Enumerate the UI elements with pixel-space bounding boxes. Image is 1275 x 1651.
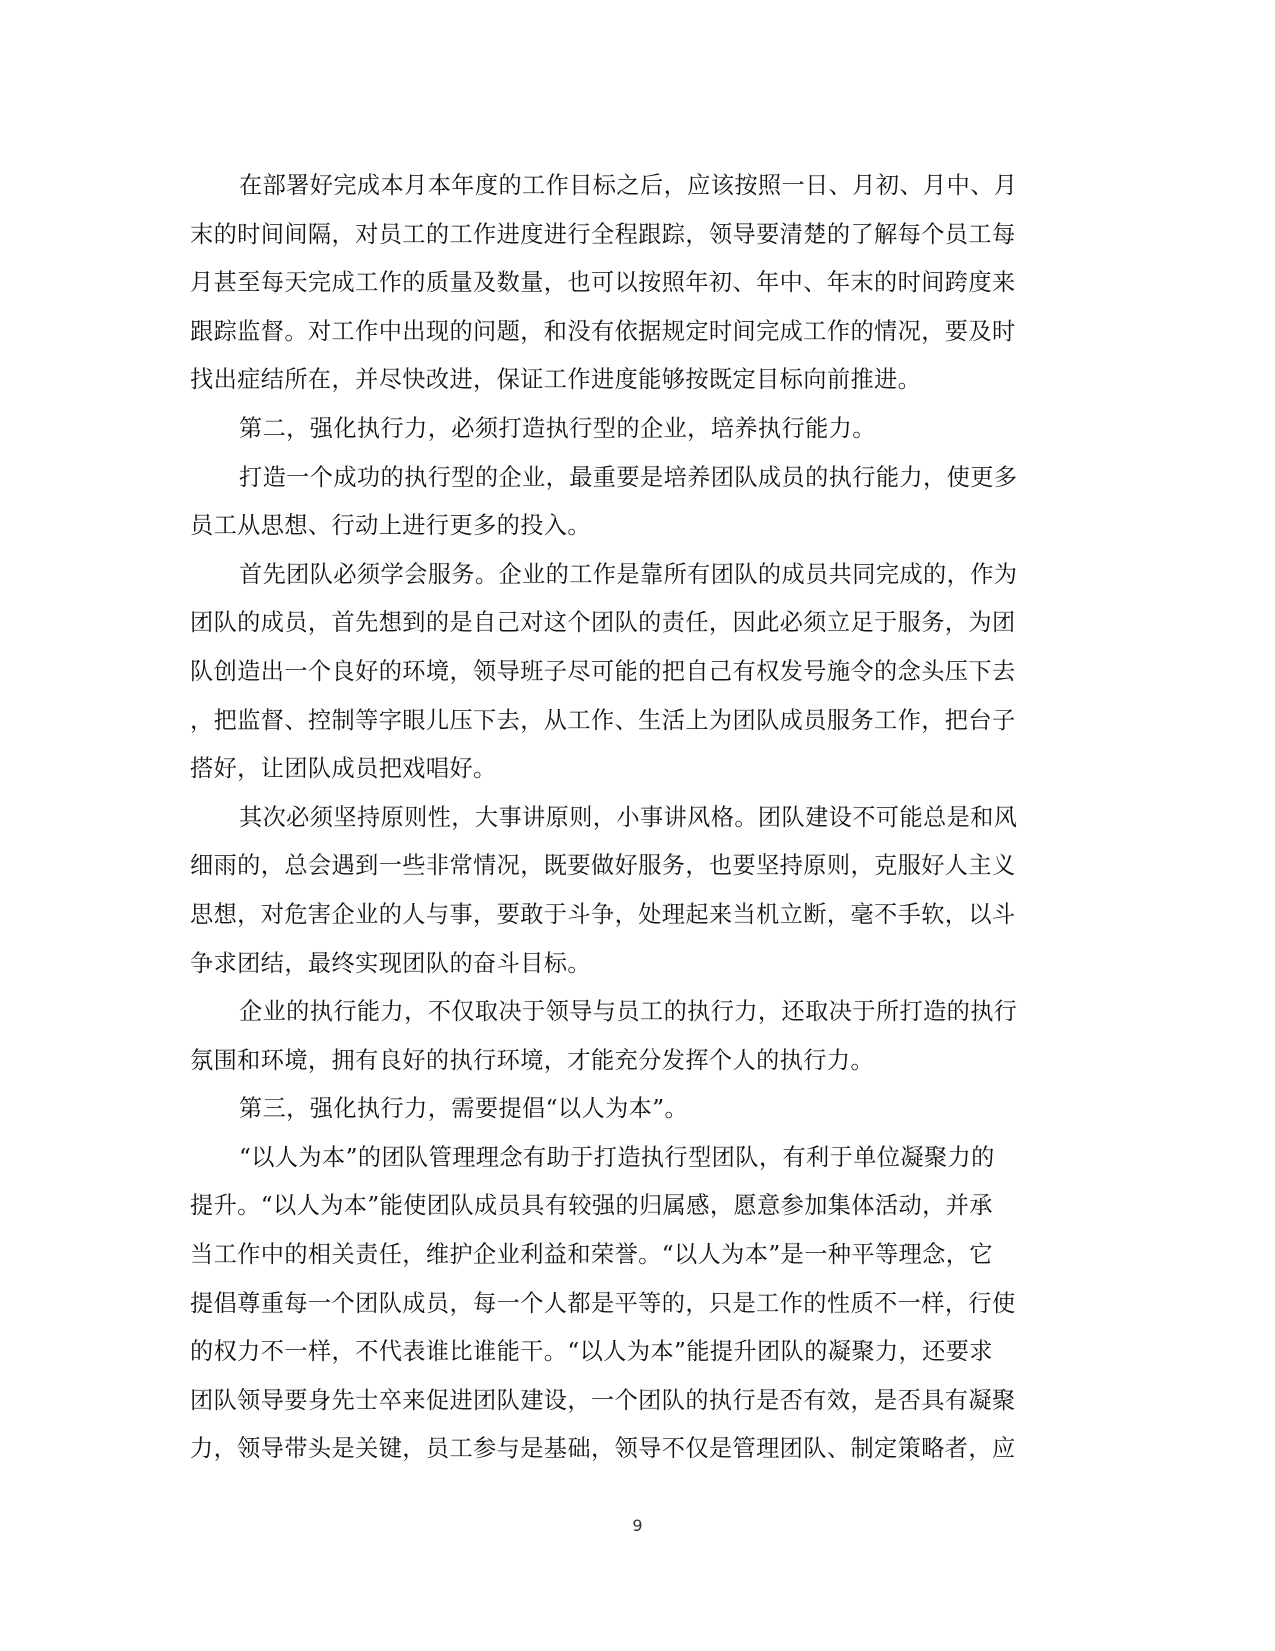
text-line: ，把监督、控制等字眼儿压下去，从工作、生活上为团队成员服务工作，把台子 xyxy=(190,706,1016,734)
text-line: 其次必须坚持原则性，大事讲原则，小事讲风格。团队建设不可能总是和风 xyxy=(239,803,1018,831)
section-heading: 第三，强化执行力，需要提倡“以人为本”。 xyxy=(239,1095,689,1123)
text-line: 跟踪监督。对工作中出现的问题，和没有依据规定时间完成工作的情况，要及时 xyxy=(190,317,1016,345)
text-line: 提升。“以人为本”能使团队成员具有较强的归属感，愿意参加集体活动，并承 xyxy=(190,1192,993,1220)
text-line: 搭好，让团队成员把戏唱好。 xyxy=(190,755,497,783)
page-number: 9 xyxy=(632,1516,643,1535)
document-body xyxy=(190,162,1060,1474)
text-line: 打造一个成功的执行型的企业，最重要是培养团队成员的执行能力，使更多 xyxy=(239,463,1018,491)
text-line: 力，领导带头是关键，员工参与是基础，领导不仅是管理团队、制定策略者，应 xyxy=(190,1435,1016,1463)
text-line: 在部署好完成本月本年度的工作目标之后，应该按照一日、月初、月中、月 xyxy=(239,172,1018,199)
section-heading: 第二，强化执行力，必须打造执行型的企业，培养执行能力。 xyxy=(239,414,876,442)
text-line: 氛围和环境，拥有良好的执行环境，才能充分发挥个人的执行力。 xyxy=(190,1046,875,1074)
text-line: 找出症结所在，并尽快改进，保证工作进度能够按既定目标向前推进。 xyxy=(190,366,922,394)
text-line: 月甚至每天完成工作的质量及数量，也可以按照年初、年中、年末的时间跨度来 xyxy=(190,269,1016,297)
text-line: “以人为本”的团队管理理念有助于打造执行型团队，有利于单位凝聚力的 xyxy=(239,1143,995,1171)
text-line: 争求团结，最终实现团队的奋斗目标。 xyxy=(190,949,591,977)
text-line: 团队的成员，首先想到的是自己对这个团队的责任，因此必须立足于服务，为团 xyxy=(190,609,1016,637)
text-line: 当工作中的相关责任，维护企业利益和荣誉。“以人为本”是一种平等理念，它 xyxy=(190,1241,993,1269)
text-line: 末的时间间隔，对员工的工作进度进行全程跟踪，领导要清楚的了解每个员工每 xyxy=(190,220,1016,248)
text-line: 的权力不一样，不代表谁比谁能干。“以人为本”能提升团队的凝聚力，还要求 xyxy=(190,1338,993,1366)
text-line: 员工从思想、行动上进行更多的投入。 xyxy=(190,512,591,540)
text-line: 细雨的，总会遇到一些非常情况，既要做好服务，也要坚持原则，克服好人主义 xyxy=(190,852,1016,880)
text-line: 思想，对危害企业的人与事，要敢于斗争，处理起来当机立断，毫不手软，以斗 xyxy=(190,900,1016,928)
text-line: 企业的执行能力，不仅取决于领导与员工的执行力，还取决于所打造的执行 xyxy=(239,998,1018,1026)
text-line: 首先团队必须学会服务。企业的工作是靠所有团队的成员共同完成的，作为 xyxy=(239,560,1018,588)
text-line: 队创造出一个良好的环境，领导班子尽可能的把自己有权发号施令的念头压下去 xyxy=(190,657,1016,685)
text-line: 提倡尊重每一个团队成员，每一个人都是平等的，只是工作的性质不一样，行使 xyxy=(190,1289,1016,1317)
text-line: 团队领导要身先士卒来促进团队建设，一个团队的执行是否有效，是否具有凝聚 xyxy=(190,1386,1016,1414)
